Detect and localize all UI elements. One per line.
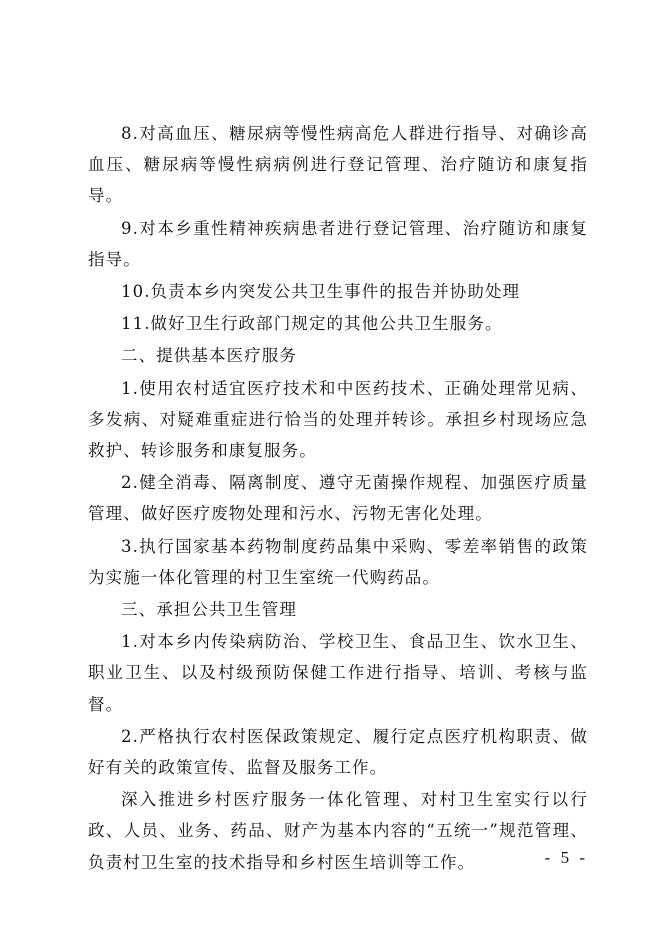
page-number: - 5 - xyxy=(544,848,588,867)
paragraph-item-9-mental-illness: 9.对本乡重性精神疾病患者进行登记管理、治疗随访和康复指导。 xyxy=(88,218,588,269)
document-body xyxy=(88,118,588,879)
paragraph-medical-item-2: 2.健全消毒、隔离制度、遵守无菌操作规程、加强医疗质量管理、做好医疗废物处理和污水、污物无害化处理。 xyxy=(88,473,588,524)
section-heading-basic-medical: 二、提供基本医疗服务 xyxy=(121,346,297,366)
paragraph-item-10-emergency: 10.负责本乡内突发公共卫生事件的报告并协助处理 xyxy=(121,282,521,302)
paragraph-integration-management: 深入推进乡村医疗服务一体化管理、对村卫生室实行以行政、人员、业务、药品、财产为基本内容的“五统一”规范管理、负责村卫生室的技术指导和乡村医生培训等工作。 xyxy=(88,790,588,872)
paragraph-medical-item-1: 1.使用农村适宜医疗技术和中医药技术、正确处理常见病、多发病、对疑难重症进行恰当的处理并转诊。承担乡村现场应急救护、转诊服务和康复服务。 xyxy=(88,378,588,461)
paragraph-item-8-hypertension: 8.对高血压、糖尿病等慢性病高危人群进行指导、对确诊高血压、糖尿病等慢性病病例进行登记管理、治疗随访和康复指导。 xyxy=(88,124,588,206)
paragraph-public-health-item-2: 2.严格执行农村医保政策规定、履行定点医疗机构职责、做好有关的政策宣传、监督及服务工作。 xyxy=(88,726,588,778)
paragraph-public-health-item-1: 1.对本乡内传染病防治、学校卫生、食品卫生、饮水卫生、职业卫生、以及村级预防保健工作进行指导、培训、考核与监督。 xyxy=(88,632,588,714)
paragraph-medical-item-3: 3.执行国家基本药物制度药品集中采购、零差率销售的政策为实施一体化管理的村卫生室统一代购药品。 xyxy=(88,536,588,587)
paragraph-item-11-other-services: 11.做好卫生行政部门规定的其他公共卫生服务。 xyxy=(121,314,503,334)
section-heading-public-health: 三、承担公共卫生管理 xyxy=(121,600,297,620)
